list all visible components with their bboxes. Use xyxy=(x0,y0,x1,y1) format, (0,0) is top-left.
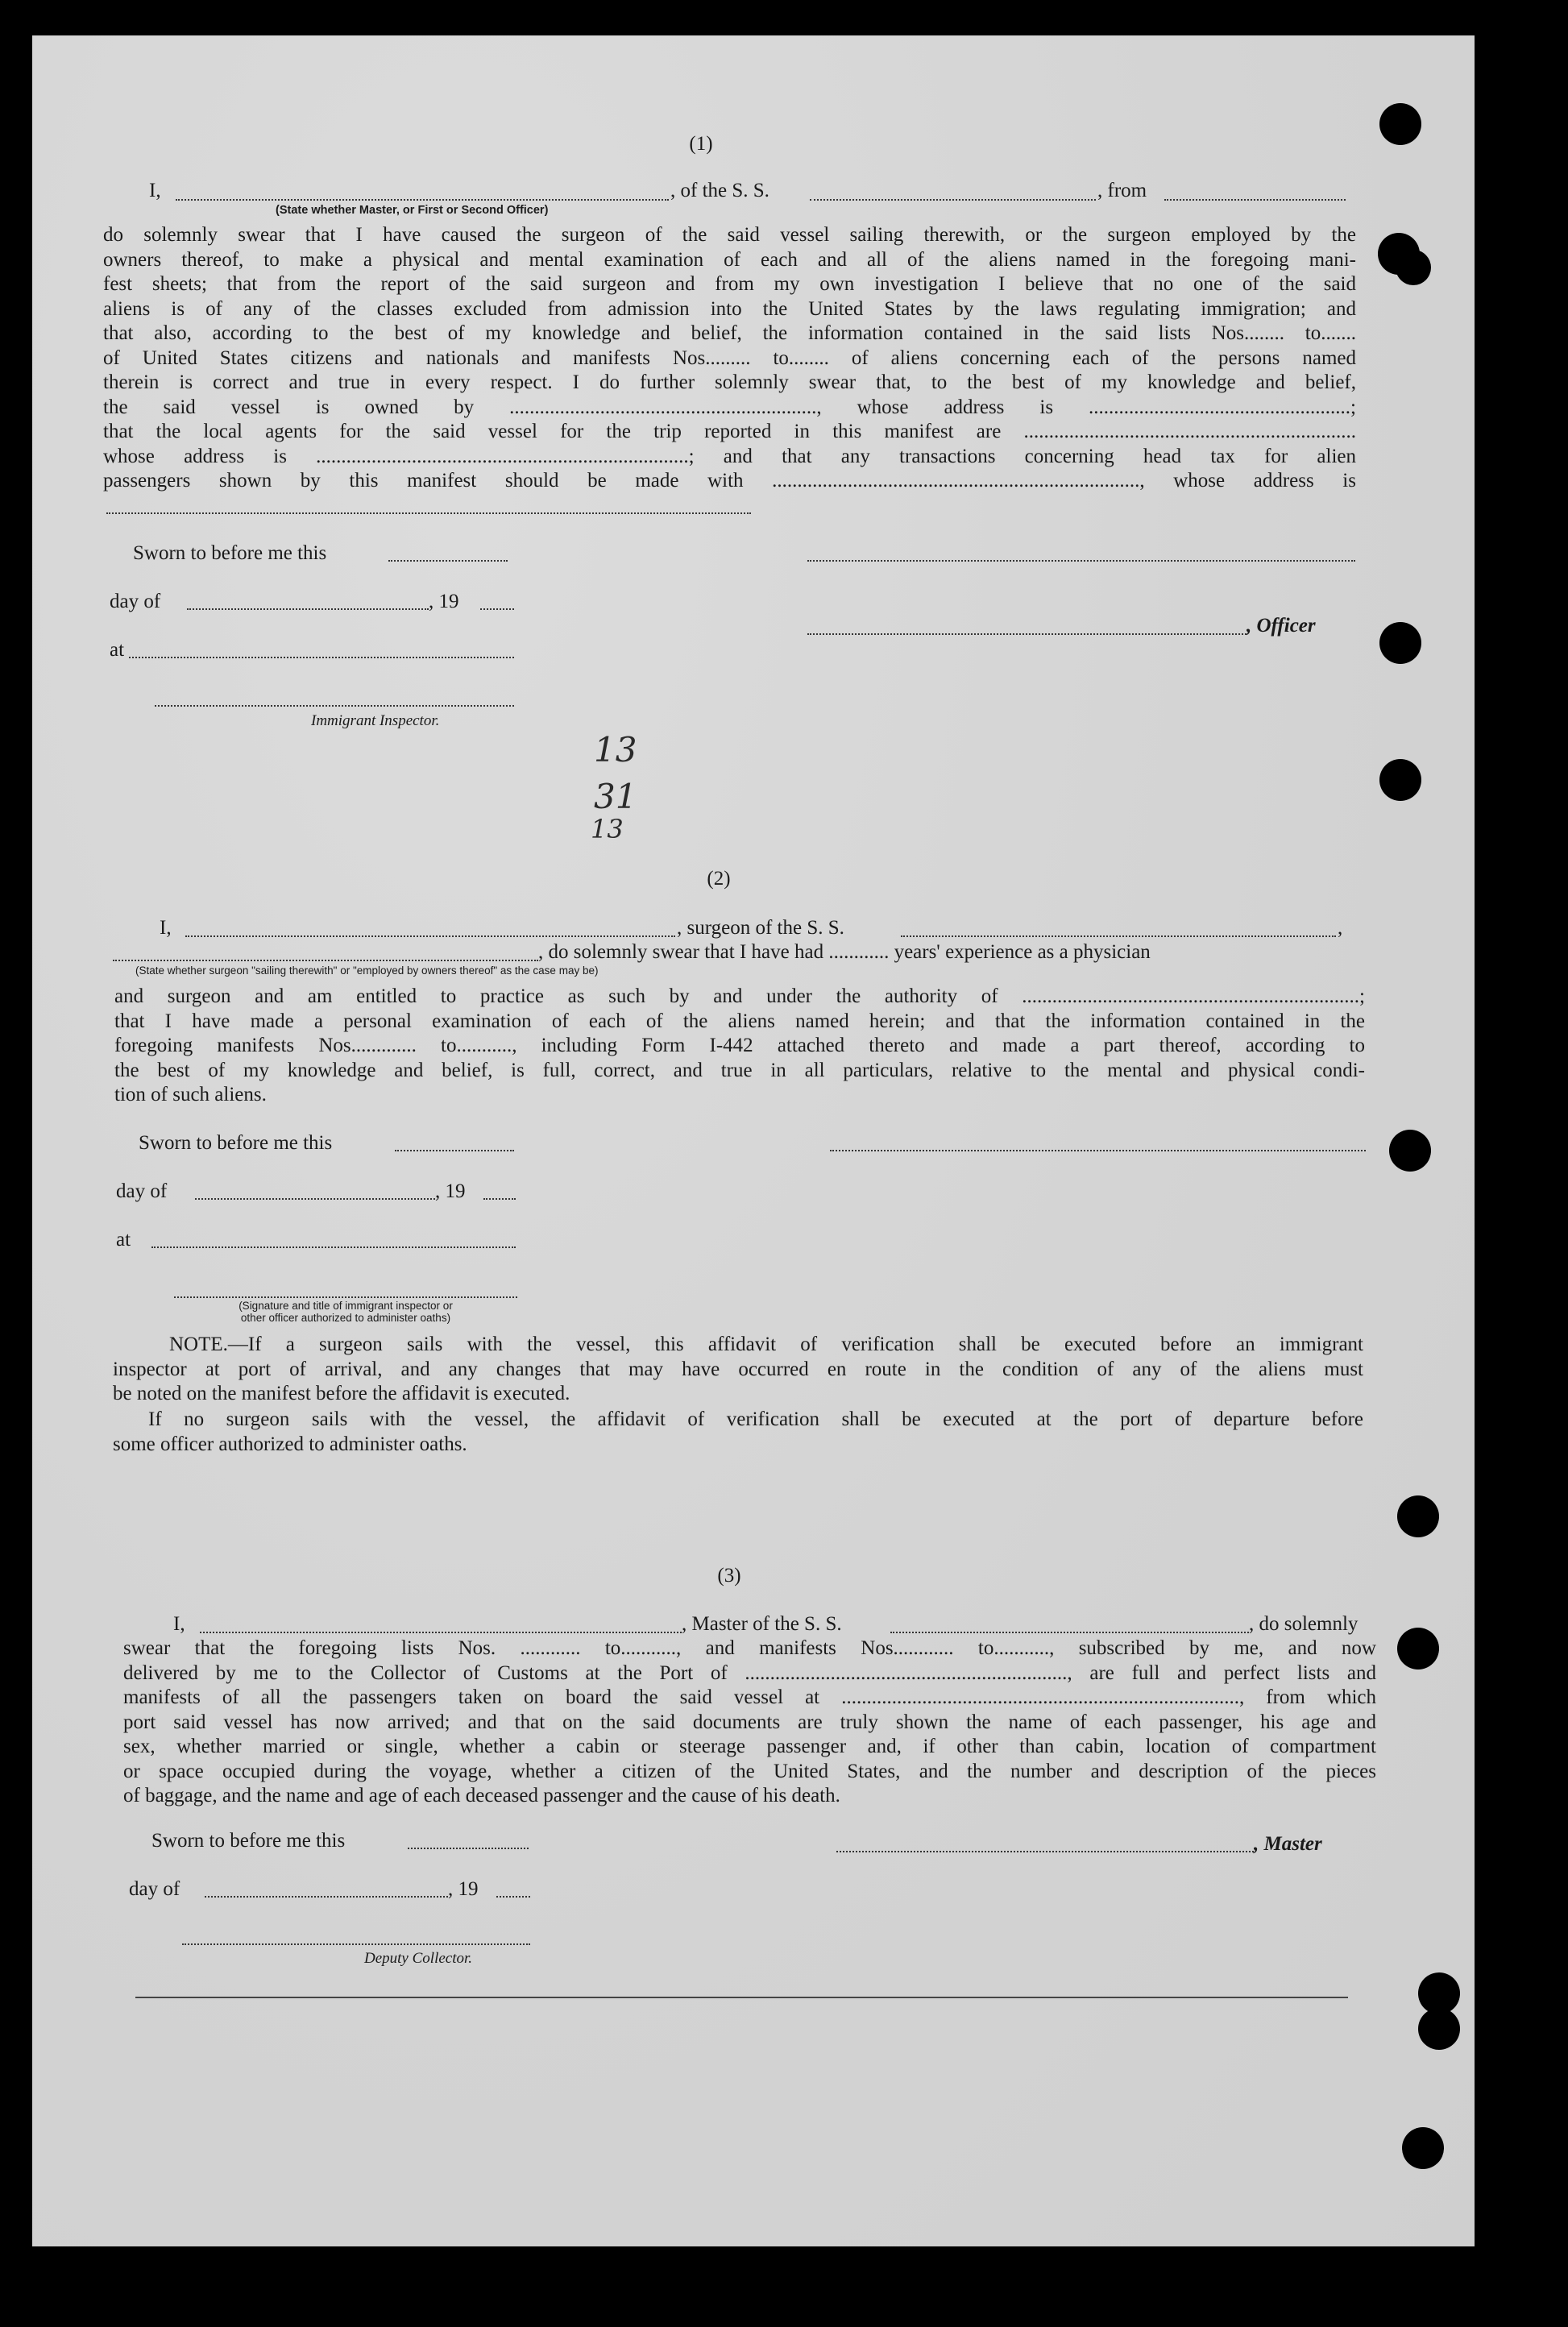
section2-note: (State whether surgeon "sailing therewith" or "employed by owners thereof" as the case may be) xyxy=(135,964,599,977)
punch-hole xyxy=(1379,103,1421,145)
at-field-2[interactable] xyxy=(151,1246,516,1248)
section3-paragraph xyxy=(123,1636,1376,1809)
paragraph-line: the best of my knowledge and belief, is full, correct, and true in all particulars, relative to the mental and physical condi- xyxy=(114,1059,1365,1081)
punch-hole xyxy=(1389,1130,1431,1172)
paragraph-line: manifests of all the passengers taken on board the said vessel at ..............................................................................., from which xyxy=(123,1686,1376,1708)
sworn-date-field-3[interactable] xyxy=(408,1848,529,1849)
officer-title-field[interactable] xyxy=(807,633,1247,635)
year-label-2: , 19 xyxy=(435,1180,466,1202)
surgeon-name-field[interactable] xyxy=(185,935,675,937)
master-of-ss: , Master of the S. S. xyxy=(682,1613,842,1635)
sworn-label-1: Sworn to before me this xyxy=(133,542,327,564)
sworn-label-3: Sworn to before me this xyxy=(151,1830,346,1852)
section3-i: I, xyxy=(173,1613,185,1635)
officer-label: , Officer xyxy=(1247,615,1316,637)
sworn-label-2: Sworn to before me this xyxy=(139,1132,333,1154)
sworn-date-field-2[interactable] xyxy=(395,1150,514,1151)
at-label-1: at xyxy=(110,639,125,661)
from-port-field[interactable] xyxy=(1164,199,1346,201)
signature-note-line: other officer authorized to administer oaths) xyxy=(240,1312,451,1324)
paragraph-line: that the local agents for the said vessel for the trip reported in this manifest are .................................................................. xyxy=(103,421,1356,442)
punch-hole xyxy=(1418,2008,1460,2050)
paragraph-line: of baggage, and the name and age of each deceased passenger and the cause of his death. xyxy=(123,1785,840,1806)
paragraph-line: tion of such aliens. xyxy=(114,1084,267,1105)
section1-i: I, xyxy=(149,180,161,201)
paragraph-line: passengers shown by this manifest should be made with ........................................................................., whose address is xyxy=(103,470,1356,492)
paragraph-line: delivered by me to the Collector of Customs at the Port of ................................................................, are full and perfect lists and xyxy=(123,1661,1376,1684)
surgeon-signature-field[interactable] xyxy=(830,1150,1366,1151)
paragraph-line: swear that the foregoing lists Nos. ............ to..........., and manifests Nos............ to..........., subscribed by me, and now xyxy=(123,1637,1376,1659)
from-label: , from xyxy=(1097,180,1147,201)
document-page xyxy=(32,35,1475,2246)
paragraph-line: of United States citizens and nationals and manifests Nos......... to........ of aliens concerning each of the persons named xyxy=(103,346,1356,369)
section2-i: I, xyxy=(160,917,172,939)
paragraph-line: sex, whether married or single, whether a cabin or steerage passenger and, if other than cabin, location of compartment xyxy=(123,1736,1376,1757)
section1-paragraph xyxy=(103,223,1356,494)
vessel-name-field[interactable] xyxy=(810,199,1096,201)
at-field-1[interactable] xyxy=(129,657,514,658)
handwritten-number: 31 xyxy=(594,777,637,816)
paragraph-line: the said vessel is owned by ............................................................., whose address is ....................................................; xyxy=(103,396,1356,418)
paragraph-line: owners thereof, to make a physical and mental examination of each and all of the aliens named in the foregoing mani- xyxy=(103,248,1356,271)
punch-hole xyxy=(1397,1628,1439,1670)
sworn-date-field-1[interactable] xyxy=(388,560,508,562)
years-experience-line: , do solemnly swear that I have had ............ years' experience as a physician xyxy=(538,941,1151,963)
paragraph-line: that I have made a personal examination of each of the aliens named herein; and that the information contained in the xyxy=(114,1010,1365,1032)
punch-hole xyxy=(1379,759,1421,801)
year-field-3[interactable] xyxy=(496,1896,530,1898)
inspector-signature-field[interactable] xyxy=(155,705,514,707)
master-label: , Master xyxy=(1254,1833,1322,1855)
note-line: If no surgeon sails with the vessel, the affidavit of verification shall be executed at the port of departure before xyxy=(148,1408,1363,1430)
section3-number: (3) xyxy=(717,1565,741,1587)
note-line: inspector at port of arrival, and any changes that may have occurred en route in the condition of any of the aliens must xyxy=(113,1358,1363,1380)
note-paragraph xyxy=(113,1333,1363,1407)
inspector-signature-field-2[interactable] xyxy=(174,1296,517,1298)
master-signature-field[interactable] xyxy=(836,1851,1254,1852)
faded-stamp xyxy=(89,152,94,175)
at-label-2: at xyxy=(116,1229,131,1251)
deputy-signature-field[interactable] xyxy=(182,1943,530,1945)
note-line: NOTE.—If a surgeon sails with the vessel, this affidavit of verification shall be executed before an immigrant xyxy=(169,1334,1363,1355)
day-of-label-1: day of xyxy=(110,591,161,612)
paragraph-line: do solemnly swear that I have caused the surgeon of the said vessel sailing therewith, or the surgeon employed by the xyxy=(103,224,1356,246)
bottom-rule xyxy=(135,1997,1348,1998)
surgeon-status-field[interactable] xyxy=(113,960,538,961)
year-label-3: , 19 xyxy=(448,1878,479,1900)
note-paragraph-2 xyxy=(113,1408,1363,1457)
day-of-label-3: day of xyxy=(129,1878,180,1900)
do-solemnly: , do solemnly xyxy=(1249,1613,1359,1635)
paragraph-line: foregoing manifests Nos............. to..........., including Form I-442 attached thereto and made a part thereof, according to xyxy=(114,1035,1365,1056)
section1-number: (1) xyxy=(689,133,713,155)
day-field-2[interactable] xyxy=(195,1198,435,1200)
signature-note xyxy=(174,1300,517,1324)
section1-note: (State whether Master, or First or Second Officer) xyxy=(276,204,549,217)
year-label-1: , 19 xyxy=(429,591,459,612)
master-vessel-field[interactable] xyxy=(890,1632,1249,1633)
handwritten-number: 13 xyxy=(594,730,637,769)
punch-hole xyxy=(1402,2127,1444,2169)
section2-paragraph xyxy=(114,985,1365,1108)
day-of-label-2: day of xyxy=(116,1180,168,1202)
paragraph-line: therein is correct and true in every respect. I do further solemnly swear that, to the best of my knowledge and belief, xyxy=(103,371,1356,393)
paragraph-line: and surgeon and am entitled to practice as such by and under the authority of ...................................................................; xyxy=(114,985,1365,1007)
year-field-1[interactable] xyxy=(480,608,514,610)
punch-hole xyxy=(1396,250,1431,285)
handwritten-number: 13 xyxy=(591,814,624,844)
surgeon-vessel-field[interactable] xyxy=(901,935,1336,937)
paragraph-line: fest sheets; that from the report of the said surgeon and from my own investigation I believe that no one of the said xyxy=(103,273,1356,295)
paragraph-line: whose address is ..........................................................................; and that any transactions concerning head tax for alien xyxy=(103,445,1356,467)
paragraph-line: port said vessel has now arrived; and that on the said documents are truly shown the name of each passenger, his age and xyxy=(123,1711,1376,1733)
paragraph-line: or space occupied during the voyage, whether a citizen of the United States, and the number and description of the pieces xyxy=(123,1760,1376,1782)
of-the-ss: , of the S. S. xyxy=(670,180,769,201)
signature-note-line: (Signature and title of immigrant inspector or xyxy=(239,1300,453,1312)
agent-address-field[interactable] xyxy=(106,512,751,514)
punch-hole xyxy=(1379,622,1421,664)
paragraph-line: aliens is of any of the classes excluded from admission into the United States by the laws regulating immigration; and xyxy=(103,297,1356,320)
officer-signature-field[interactable] xyxy=(807,560,1355,562)
day-field-1[interactable] xyxy=(187,608,429,610)
comma: , xyxy=(1338,917,1343,939)
note-line: some officer authorized to administer oaths. xyxy=(113,1433,467,1455)
inspector-label: Immigrant Inspector. xyxy=(311,712,440,729)
deputy-label: Deputy Collector. xyxy=(364,1950,473,1967)
paragraph-line: that also, according to the best of my knowledge and belief, the information contained in the said lists Nos........ to....... xyxy=(103,322,1356,344)
punch-hole xyxy=(1397,1495,1439,1537)
surgeon-of-ss: , surgeon of the S. S. xyxy=(677,917,844,939)
section2-number: (2) xyxy=(707,868,731,890)
note-line: be noted on the manifest before the affidavit is executed. xyxy=(113,1383,570,1404)
day-field-3[interactable] xyxy=(205,1896,448,1898)
master-name-field[interactable] xyxy=(176,199,669,201)
year-field-2[interactable] xyxy=(483,1198,516,1200)
master-name-field-3[interactable] xyxy=(200,1632,682,1633)
